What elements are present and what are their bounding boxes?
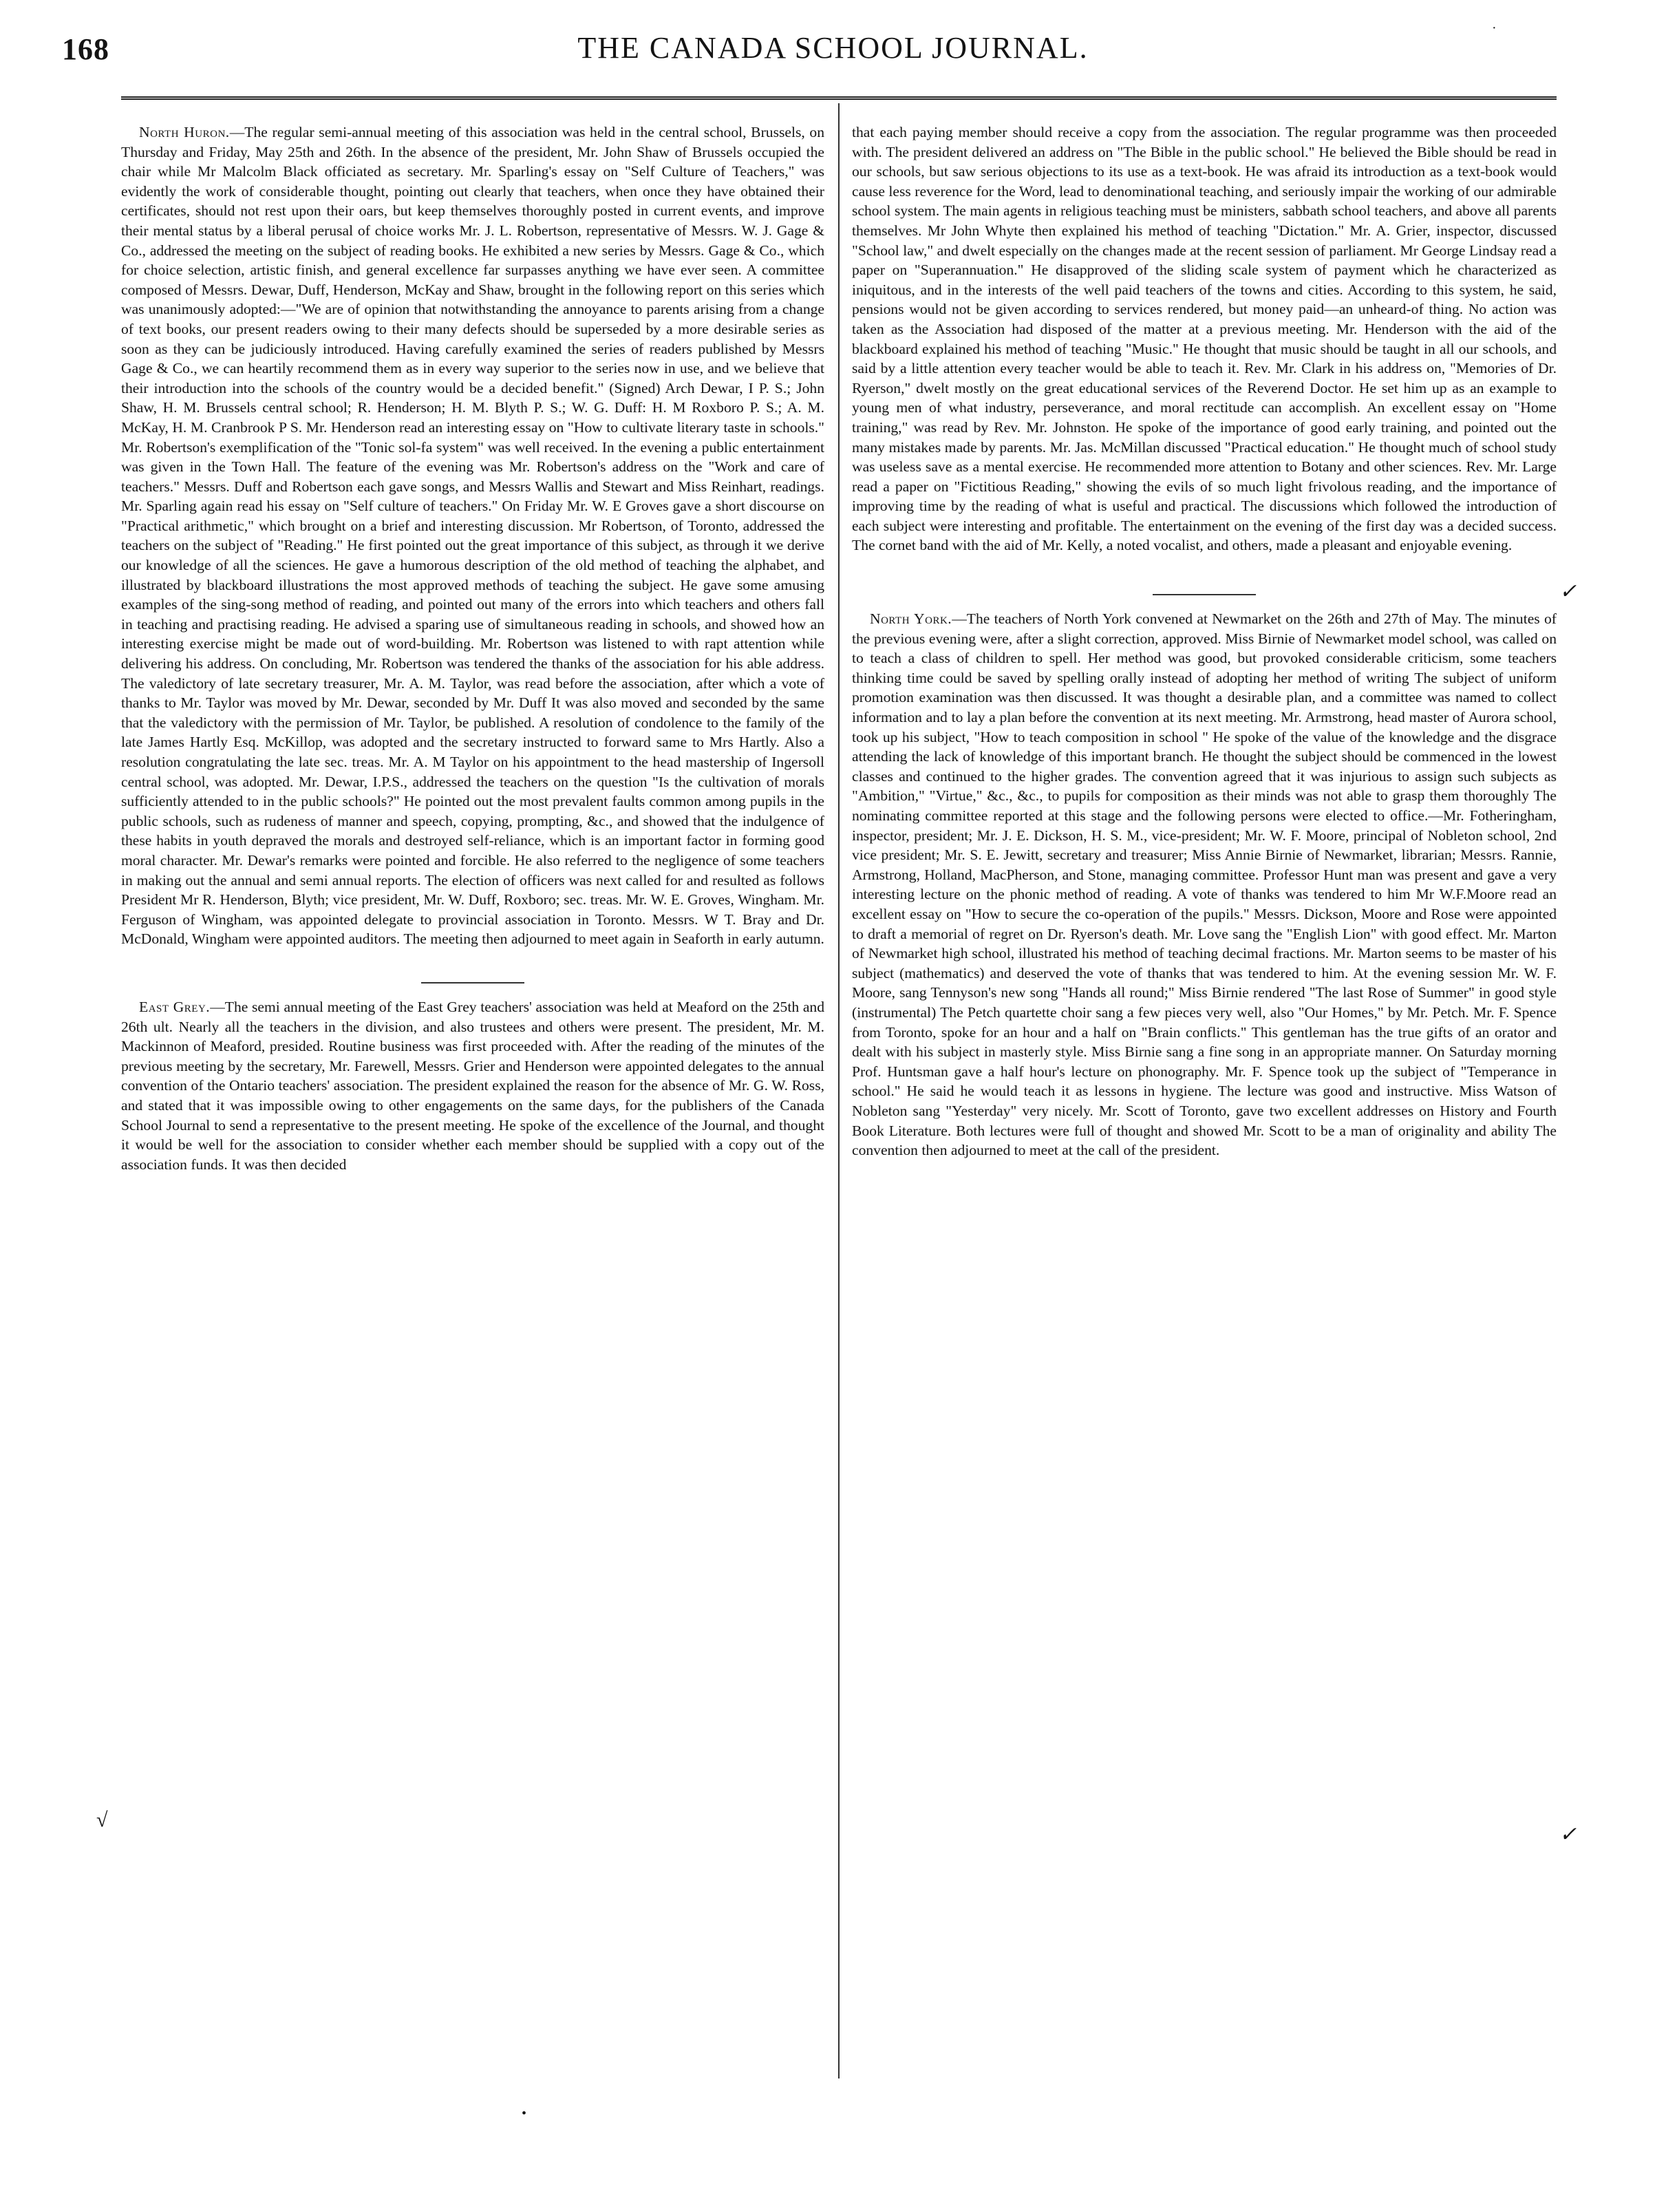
left-column	[121, 123, 824, 1174]
north-york-text: —The teachers of North York convened at Newmarket on the 26th and 27th of May. The minutes of the previous evening were, after a slight correction, approved. Miss Birnie of Newmarket model school, was called on to teach a class of children to spell. Her method was good, but provoked considerable criticism, some teachers thinking time could be saved by spelling orally instead of adopting her method of writing The subject of uniform promotion examination was then discussed. It was thought a desirable plan, and a committee was named to collect information and to lay a plan before the convention at its next meeting. Mr. Armstrong, head master of Aurora school, took up his subject, "How to teach composition in school " He spoke of the value of the knowledge and the disgrace attending the lack of knowledge of this important branch. He thought the subject should be commenced in the lowest classes and continued to the higher grades. The convention agreed that it was injurious to assign such subjects as "Ambition," "Virtue," &c., &c., to pupils for composition as their minds was not able to grasp them thoroughly The nominating committee reported at this stage and the following persons were elected to office.—Mr. Fotheringham, inspector, president; Mr. J. E. Dickson, H. S. M., vice-president; Mr. W. F. Moore, principal of Nobleton school, 2nd vice president; Mr. S. E. Jewitt, secretary and treasurer; Miss Annie Birnie of Newmarket, librarian; Messrs. Rannie, Armstrong, Holland, MacPherson, and Stone, managing committee. Professor Hunt man was present and gave a very interesting lecture on the phonic method of reading. A vote of thanks was tendered to him Mr W.F.Moore read an excellent essay on "How to secure the co-operation of the pupils." Messrs. Dickson, Moore and Rose were appointed to draft a memorial of regret on Dr. Ryerson's death. Mr. Love sang the "English Lion" with good effect. Mr. Marton of Newmarket high school, illustrated his method of teaching decimal fractions. Mr. Marton seems to be master of his subject (mathematics) and deserved the vote of thanks that was tendered to him. At the evening session Mr. W. F. Moore, sang Tennyson's new song "Hands all round;" Miss Birnie rendered "The last Rose of Summer" in good style (instrumental) The Petch quartette choir sang a few pieces very well, also "Our Homes," by Mr. Petch. Mr. F. Spence from Toronto, spoke for an hour and a half on "Brain conflicts." This gentleman has the true gifts of an orator and dealt with his subject in masterly style. Miss Birnie sang a fine song in an appropriate manner. On Saturday morning Prof. Huntsman gave a half hour's lecture on phonography. Mr. F. Spence took up the subject of "Temperance in school." He said he would teach it as lessons in hygiene. The lecture was good and instructive. Miss Watson of Nobleton sang "Yesterday" very nicely. Mr. Scott of Toronto, gave two excellent addresses on History and Fourth Book Literature. Both lectures were full of thought and showed Mr. Scott to be a man of originality and ability The convention then adjourned to meet at the call of the president.	[852, 610, 1557, 1159]
east-grey-text: —The semi annual meeting of the East Grey teachers' association was held at Meaford on the 25th and 26th ult. Nearly all the teachers in the division, and also trustees and others were present. The president, Mr. M. Mackinnon of Meaford, presided. Routine business was first proceeded with. After the reading of the minutes of the previous meeting by the secretary, Mr. Farewell, Messrs. Grier and Henderson were appointed delegates to the annual convention of the Ontario teachers' association. The president explained the reason for the absence of Mr. G. W. Ross, and stated that it was impossible owing to other engagements on the same days, for the publishers of the Canada School Journal to send a representative to the present meeting. He spoke of the excellence of the Journal, and thought it would be well for the association to consider whether each member should be supplied with a copy out of the association funds. It was then decided	[121, 998, 824, 1173]
column-divider	[838, 103, 840, 2078]
north-york-article	[852, 609, 1557, 1160]
right-column	[852, 123, 1557, 1160]
east-grey-continued: that each paying member should receive a copy from the association. The regular programme was then proceeded with. The president delivered an address on "The Bible in the public school." He believed the Bible should be read in our schools, but saw serious objections to its use as a text-book. He was afraid its introduction as a text-book would cause less reverence for the Word, lead to denominational teaching, and seriously impair the working of our admirable school system. The main agents in religious teaching must be ministers, sabbath school teachers, and above all parents themselves. Mr John Whyte then explained his method of teaching "Dictation." Mr. A. Grier, inspector, discussed "School law," and dwelt especially on the changes made at the recent session of parliament. Mr George Lindsay read a paper on "Superannuation." He disapproved of the sliding scale system of payment which he characterized as iniquitous, and in the interests of the well paid teachers of the towns and cities. According to this system, he said, pensions would not be given according to services rendered, but money paid—an unheard-of thing. No action was taken as the Association had disposed of the matter at a previous meeting. Mr. Henderson with the aid of the blackboard explained his method of teaching "Music." He thought that music should be taught in all our schools, and said by a little attention every teacher would be able to teach it. Rev. Mr. Clark in his address on, "Memories of Dr. Ryerson," dwelt mostly on the great educational services of the Reverend Doctor. He set him up as an example to young men of what industry, perseverance, and moral rectitude can accomplish. An excellent essay on "Home training," was read by Rev. Mr. Johnston. He spoke of the importance of good early training, and pointed out the many mistakes made by parents. Mr. Jas. McMillan discussed "Practical education." He thought much of school study was useless save as a mental exercise. He recommended more attention to Botany and other sciences. Rev. Mr. Large read a paper on "Fictitious Reading," showing the evils of so much light frivolous reading, and the importance of improving time by the reading of what is useful and practical. The discussions which followed the introduction of each subject were interesting and profitable. The entertainment on the evening of the first day was a decided success. The cornet band with the aid of Mr. Kelly, a noted vocalist, and others, made a pleasant and enjoyable evening.	[852, 124, 1557, 554]
north-york-heading: North York.	[870, 610, 952, 628]
header-rule	[121, 96, 1557, 103]
stray-ink-mark: •	[522, 2106, 527, 2121]
margin-checkmark: ✓	[1559, 580, 1577, 603]
north-huron-text: —The regular semi-annual meeting of this association was held in the central school, Brussels, on Thursday and Friday, May 25th and 26th. In the absence of the president, Mr. John Shaw of Brussels occupied the chair while Mr Malcolm Black officiated as secretary. Mr. Sparling's essay on "Self Culture of Teachers," was evidently the work of considerable thought, pointing out clearly that teachers, when once they have obtained their certificates, should not rest upon their oars, but keep themselves thoroughly posted in current events, and improve their mental status by a liberal perusal of choice works Mr. J. L. Robertson, representative of Messrs. W. J. Gage & Co., addressed the meeting on the subject of reading books. He exhibited a new series by Messrs. Gage & Co., which for choice selection, artistic finish, and general excellence far surpasses anything we have ever seen. A committee composed of Messrs. Dewar, Duff, Henderson, McKay and Shaw, brought in the following report on this series which was unanimously adopted:—"We are of opinion that notwithstanding the annoyance to parents arising from a change of text books, our present readers owing to their many defects should be superseded by a more desirable series as soon as they can be judiciously introduced. Having carefully examined the series of readers published by Messrs Gage & Co., we can heartily recommend them as in every way superior to the series now in use, and we believe that their introduction into the schools of the country would be a decided benefit." (Signed) Arch Dewar, I P. S.; John Shaw, H. M. Brussels central school; R. Henderson; H. M. Blyth P. S.; W. G. Duff: H. M Roxboro P. S.; A. M. McKay, H. M. Cranbrook P S. Mr. Henderson read an interesting essay on "How to cultivate literary taste in schools." Mr. Robertson's exemplification of the "Tonic sol-fa system" was well received. In the evening a public entertainment was given in the Town Hall. The feature of the evening was Mr. Robertson's address on the "Work and care of teachers." Messrs. Duff and Robertson each gave songs, and Messrs Wallis and Stewart and Miss Reinhart, readings. Mr. Sparling again read his essay on "Self culture of teachers." On Friday Mr. W. E Groves gave a short discourse on "Practical arithmetic," which brought on a brief and interesting discussion. Mr Robertson, of Toronto, addressed the teachers on the subject of "Reading." He first pointed out the great importance of this subject, as through it we derive our knowledge of all the sciences. He gave a humorous description of the old method of teaching the alphabet, and illustrated by blackboard illustrations the most approved methods of teaching the subject. He gave some amusing examples of the sing-song method of reading, and pointed out many of the errors into which teachers and others fall in teaching and practising reading. He advised a sparing use of simultaneous reading in schools, and showed how an interesting exercise might be made out of word-building. Mr. Robertson was listened to with rapt attention while delivering his address. On concluding, Mr. Robertson was tendered the thanks of the association for his able address. The valedictory of late secretary treasurer, Mr. A. M. Taylor, was read before the association, after which a vote of thanks to Mr. Taylor was moved by Mr. Dewar, seconded by Mr. Duff It was also moved and seconded by the same that the valedictory with the permission of Mr. Taylor, be published. A resolution of condolence to the family of the late James Hartly Esq. McKillop, was adopted and the secretary instructed to forward same to Mrs Hartly. Also a resolution congratulating the late sec. treas. Mr. A. M Taylor on his appointment to the head mastership of Ingersoll central school, was adopted. Mr. Dewar, I.P.S., addressed the teachers on the question "Is the cultivation of morals sufficiently attended to in the public schools?" He pointed out the most prevalent faults common among pupils in the public schools, such as rudeness of manner and speech, copying, prompting, &c., and showed that the indulgence of these habits in youth depraved the morals and destroyed self-reliance, which is an important factor in forming good moral character. Mr. Dewar's remarks were pointed and forcible. He also referred to the negligence of some teachers in making out the annual and semi annual reports. The election of officers was next called for and resulted as follows President Mr R. Henderson, Blyth; vice president, Mr. W. Duff, Roxboro; sec. treas. Mr. W. E. Groves, Wingham. Mr. Ferguson of Wingham, was appointed delegate to provincial association in Toronto. Messrs. W T. Bray and Dr. McDonald, Wingham were appointed auditors. The meeting then adjourned to meet again in Seaforth in early autumn.	[121, 124, 825, 948]
margin-checkmark: √	[96, 1809, 108, 1831]
journal-title: THE CANADA SCHOOL JOURNAL.	[577, 31, 1089, 65]
east-grey-article	[121, 997, 824, 1174]
section-divider	[1153, 594, 1256, 595]
north-huron-article	[121, 123, 824, 949]
north-huron-heading: North Huron.	[139, 124, 230, 140]
margin-checkmark: ✓	[1559, 1823, 1577, 1846]
section-divider	[421, 982, 524, 983]
east-grey-heading: East Grey.	[139, 998, 211, 1015]
page-number: 168	[62, 32, 109, 66]
stray-ink-mark: ·	[1492, 21, 1497, 36]
